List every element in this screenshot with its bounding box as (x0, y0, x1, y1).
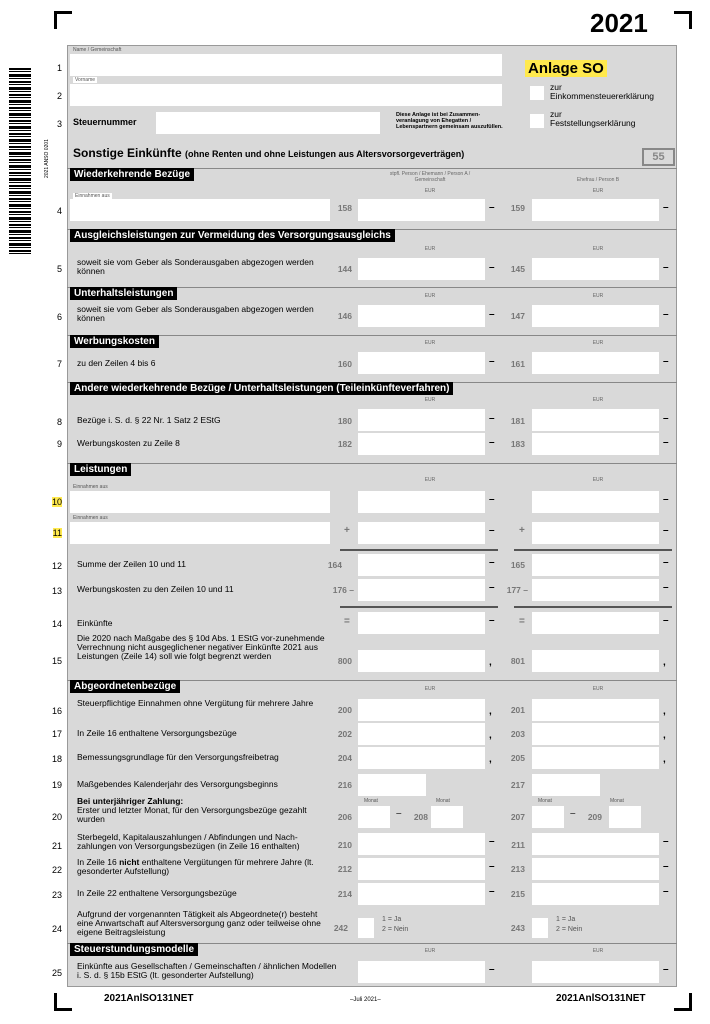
nein-label: 2 = Nein (382, 926, 409, 933)
barcode (9, 68, 31, 254)
dash: – (663, 202, 669, 213)
amount-line25-a[interactable] (358, 961, 485, 983)
kennzahl: 208 (413, 812, 428, 822)
vorname-label: Vorname (75, 77, 96, 83)
amount-146[interactable] (358, 305, 485, 327)
dash: – (489, 437, 495, 448)
dash: – (570, 808, 576, 819)
line-number: 5 (56, 264, 62, 274)
section-leistungen: Leistungen (70, 463, 131, 476)
separator (67, 463, 677, 464)
feststellung-label: Feststellungserklärung (550, 118, 636, 128)
amount-204[interactable] (358, 747, 485, 769)
amount-213[interactable] (532, 858, 659, 880)
amount-203[interactable] (532, 723, 659, 745)
line-number: 11 (52, 528, 62, 538)
anwartschaft-box-b[interactable] (532, 918, 548, 938)
comma: , (489, 754, 492, 765)
comma: , (489, 730, 492, 741)
line-number: 21 (51, 841, 62, 851)
dash: – (489, 262, 495, 273)
kennzahl: 147 (510, 311, 525, 321)
monat-label: Monat (538, 798, 552, 804)
month-207[interactable] (532, 806, 564, 828)
amount-161[interactable] (532, 352, 659, 374)
amount-line10-a[interactable] (358, 491, 485, 513)
kennzahl: 800 (337, 656, 352, 666)
dash: – (663, 309, 669, 320)
line-number: 20 (51, 812, 62, 822)
line-number: 7 (56, 359, 62, 369)
eur-label: EUR (592, 948, 604, 954)
kennzahl: 144 (337, 264, 352, 274)
comma: , (489, 657, 492, 668)
kennzahl: 183 (510, 439, 525, 449)
sum-line (340, 549, 498, 551)
dash: – (489, 494, 495, 505)
eur-label: EUR (592, 340, 604, 346)
kennzahl: 160 (337, 359, 352, 369)
amount-line10-b[interactable] (532, 491, 659, 513)
sum-line (514, 549, 672, 551)
dash: – (663, 964, 669, 975)
dash: – (489, 615, 495, 626)
kennzahl: 164 (327, 560, 342, 570)
dash: – (663, 413, 669, 424)
kennzahl: 181 (510, 416, 525, 426)
note-text: Diese Anlage ist bei Zusammen-veranlagung von Ehegatten / Lebenspartnern gemeinsam auszufüllen. (396, 112, 503, 130)
kennzahl: 211 (511, 840, 525, 850)
dash: – (663, 886, 669, 897)
kennzahl: 205 (510, 753, 525, 763)
line-number: 9 (56, 439, 62, 449)
monat-label: Monat (364, 798, 378, 804)
comma: , (663, 706, 666, 717)
line-number: 4 (56, 206, 62, 216)
eur-label: EUR (424, 948, 436, 954)
eur-label: EUR (592, 246, 604, 252)
kennzahl: 200 (337, 705, 352, 715)
line-number: 3 (56, 119, 62, 129)
footer-right-code: 2021AnlSO131NET (556, 993, 646, 1004)
monat-label: Monat (436, 798, 450, 804)
amount-212[interactable] (358, 858, 485, 880)
kennzahl: 180 (337, 416, 352, 426)
steuernummer-field[interactable] (156, 112, 380, 134)
row7-label: zu den Zeilen 4 bis 6 (77, 358, 156, 368)
row19-label: Maßgebendes Kalenderjahr des Versorgungsbeginns (77, 779, 278, 789)
kennzahl: 216 (337, 780, 352, 790)
eur-label: EUR (424, 246, 436, 252)
line-number: 14 (51, 619, 62, 629)
dash: – (489, 886, 495, 897)
plus-sign: + (519, 525, 525, 536)
amount-line11-a[interactable] (358, 522, 485, 544)
line-number: 16 (51, 706, 62, 716)
einnahmen-aus-field-11[interactable] (70, 522, 330, 544)
equals-sign: = (519, 616, 525, 627)
amount-201[interactable] (532, 699, 659, 721)
dash: – (396, 808, 402, 819)
eur-label: EUR (592, 293, 604, 299)
row16-label: Steuerpflichtige Einnahmen ohne Vergütung für mehrere Jahre (77, 698, 314, 708)
dash: – (489, 309, 495, 320)
footer-left-code: 2021AnlSO131NET (104, 993, 194, 1004)
name-field[interactable] (70, 54, 502, 76)
dash: – (663, 262, 669, 273)
section-ausgleichsleistungen: Ausgleichsleistungen zur Vermeidung des Versorgungsausgleichs (70, 229, 395, 242)
kennzahl: 201 (510, 705, 525, 715)
barcode-text: 2021 ANSO 0201 (44, 139, 50, 178)
amount-159[interactable] (532, 199, 659, 221)
amount-158[interactable] (358, 199, 485, 221)
line-number: 8 (56, 417, 62, 427)
amount-202[interactable] (358, 723, 485, 745)
amount-line25-b[interactable] (532, 961, 659, 983)
amount-211[interactable] (532, 833, 659, 855)
section-steuerstundungsmodelle: Steuerstundungsmodelle (70, 943, 198, 956)
steuernummer-label: Steuernummer (73, 117, 137, 127)
anwartschaft-box-a[interactable] (358, 918, 374, 938)
row6-label: soweit sie vom Geber als Sonderausgaben abgezogen werden können (77, 304, 314, 323)
row20-label: Erster und letzter Monat, für den Versorgungsbezüge gezahlt wurden (77, 805, 307, 824)
name-label: Name / Gemeinschaft (73, 47, 122, 53)
row12-label: Summe der Zeilen 10 und 11 (77, 559, 186, 569)
amount-800[interactable] (358, 650, 485, 672)
row22-label: In Zeile 16 nicht enthaltene Vergütungen für mehrere Jahre (lt. gesonderter Aufstellung) (77, 857, 314, 876)
eur-label: EUR (424, 188, 436, 194)
amount-177[interactable] (532, 579, 659, 601)
line-number: 19 (51, 780, 62, 790)
kennzahl: 145 (510, 264, 525, 274)
kennzahl: 176 – (332, 585, 354, 595)
row21-label: Sterbegeld, Kapitalauszahlungen / Abfindungen und Nach-zahlungen von Versorgungsbezügen (in Zeile 16 enthalten) (77, 832, 300, 851)
footer-date: –Juli 2021– (350, 997, 381, 1003)
form-year: 2021 (590, 8, 648, 38)
line-number: 6 (56, 312, 62, 322)
line-number: 17 (51, 729, 62, 739)
line-number: 10 (51, 497, 62, 507)
amount-215[interactable] (532, 883, 659, 905)
row17-label: In Zeile 16 enthaltene Versorgungsbezüge (77, 728, 237, 738)
dash: – (663, 582, 669, 593)
comma: , (663, 657, 666, 668)
amount-183[interactable] (532, 433, 659, 455)
dash: – (663, 494, 669, 505)
kennzahl: 217 (510, 780, 525, 790)
kennzahl: 243 (510, 923, 525, 933)
ja-label: 1 = Ja (382, 916, 402, 923)
eur-label: EUR (592, 397, 604, 403)
amount-200[interactable] (358, 699, 485, 721)
row23-label: In Zeile 22 enthaltene Versorgungsbezüge (77, 888, 237, 898)
kennzahl: 215 (510, 889, 525, 899)
amount-line14-b[interactable] (532, 612, 659, 634)
eur-label: EUR (424, 477, 436, 483)
kennzahl: 159 (510, 203, 525, 213)
dash: – (489, 413, 495, 424)
line-number: 2 (56, 91, 62, 101)
nein-label: 2 = Nein (556, 926, 583, 933)
kennzahl: 213 (510, 864, 525, 874)
row13-label: Werbungskosten zu den Zeilen 10 und 11 (77, 584, 234, 594)
amount-210[interactable] (358, 833, 485, 855)
amount-165[interactable] (532, 554, 659, 576)
dash: – (663, 356, 669, 367)
amount-160[interactable] (358, 352, 485, 374)
year-217[interactable] (532, 774, 600, 796)
einnahmen-aus-field[interactable] (70, 199, 330, 221)
eur-label: EUR (592, 188, 604, 194)
corner-mark-bl (54, 993, 72, 1011)
dash: – (489, 202, 495, 213)
comma: , (663, 730, 666, 741)
col-header-a: stpfl. Person / Ehemann / Person A / Gemeinschaft (389, 171, 471, 183)
section-wiederkehrende-bezuege: Wiederkehrende Bezüge (70, 168, 194, 181)
line-number: 13 (51, 586, 62, 596)
einnahmen-aus-label: Einnahmen aus (73, 515, 108, 521)
einnahmen-aus-label: Einnahmen aus (75, 193, 110, 199)
eur-label: EUR (592, 477, 604, 483)
kennzahl: 214 (337, 889, 352, 899)
row25-label: Einkünfte aus Gesellschaften / Gemeinschaften / ähnlichen Modellen i. S. d. § 15b EStG (lt. gesonderter Aufstellung) (77, 961, 337, 980)
einnahmen-aus-field-10[interactable] (70, 491, 330, 513)
eur-label: EUR (592, 686, 604, 692)
zur1-label: zur (550, 82, 562, 92)
kennzahl: 146 (337, 311, 352, 321)
amount-176[interactable] (358, 579, 485, 601)
amount-181[interactable] (532, 409, 659, 431)
ja-label: 1 = Ja (556, 916, 576, 923)
dash: – (489, 557, 495, 568)
amount-164[interactable] (358, 554, 485, 576)
anlage-title: Anlage SO (525, 60, 607, 77)
line-number: 1 (56, 63, 62, 73)
month-208[interactable] (431, 806, 463, 828)
col-header-b: Ehefrau / Person B (576, 177, 620, 183)
monat-label: Monat (610, 798, 624, 804)
feststellung-checkbox[interactable] (530, 114, 544, 128)
line-number: 18 (51, 754, 62, 764)
row9-label: Werbungskosten zu Zeile 8 (77, 438, 180, 448)
eur-label: EUR (424, 397, 436, 403)
amount-145[interactable] (532, 258, 659, 280)
eur-label: EUR (424, 686, 436, 692)
plus-sign: + (344, 525, 350, 536)
dash: – (489, 582, 495, 593)
kennzahl: 210 (337, 840, 352, 850)
kennzahl: 202 (337, 729, 352, 739)
comma: , (663, 754, 666, 765)
amount-147[interactable] (532, 305, 659, 327)
zur2-label: zur (550, 109, 562, 119)
corner-mark-br (674, 993, 692, 1011)
line-number: 12 (51, 561, 62, 571)
amount-144[interactable] (358, 258, 485, 280)
row15-label: Die 2020 nach Maßgabe des § 10d Abs. 1 EStG vor-zunehmende Verrechnung nicht ausgeglichener negativer Einkünfte 2021 aus Leistungen (Zeile 14) soll wie folgt begrenzt werden (77, 633, 325, 661)
dash: – (489, 964, 495, 975)
kennzahl: 177 – (506, 585, 528, 595)
row24-label: Aufgrund der vorgenannten Tätigkeit als Abgeordnete(r) besteht eine Anwartschaft auf Altersversorgung ganz oder teilweise ohne eigene Beitragsleistung (77, 909, 321, 937)
vorname-field[interactable] (70, 84, 502, 106)
line-number: 15 (51, 656, 62, 666)
amount-214[interactable] (358, 883, 485, 905)
line-number: 25 (51, 968, 62, 978)
amount-801[interactable] (532, 650, 659, 672)
page-code: 55 (642, 148, 675, 166)
einkommensteuer-checkbox[interactable] (530, 86, 544, 100)
section-unterhaltsleistungen: Unterhaltsleistungen (70, 287, 177, 300)
line-number: 24 (51, 924, 62, 934)
sum-line (340, 606, 498, 608)
einnahmen-aus-label: Einnahmen aus (73, 484, 108, 490)
row14-label: Einkünfte (77, 618, 113, 628)
dash: – (489, 836, 495, 847)
kennzahl: 206 (337, 812, 352, 822)
row5-label: soweit sie vom Geber als Sonderausgaben abgezogen werden können (77, 257, 314, 276)
form-title: Sonstige Einkünfte (ohne Renten und ohne Leistungen aus Altersvorsorgeverträgen) (73, 146, 465, 160)
amount-line14-a[interactable] (358, 612, 485, 634)
section-abgeordnetenbezuege: Abgeordnetenbezüge (70, 680, 180, 693)
kennzahl: 209 (587, 812, 602, 822)
amount-182[interactable] (358, 433, 485, 455)
line-number: 22 (51, 865, 62, 875)
amount-line11-b[interactable] (532, 522, 659, 544)
month-206[interactable] (358, 806, 390, 828)
dash: – (663, 557, 669, 568)
kennzahl: 207 (510, 812, 525, 822)
section-andere-bezuege: Andere wiederkehrende Bezüge / Unterhaltsleistungen (Teileinkünfteverfahren) (70, 382, 453, 395)
section-werbungskosten: Werbungskosten (70, 335, 159, 348)
dash: – (489, 356, 495, 367)
sum-line (514, 606, 672, 608)
kennzahl: 203 (510, 729, 525, 739)
dash: – (489, 861, 495, 872)
kennzahl: 801 (510, 656, 525, 666)
row20-bold-label: Bei unterjähriger Zahlung: (77, 796, 184, 806)
year-216[interactable] (358, 774, 426, 796)
kennzahl: 165 (510, 560, 525, 570)
eur-label: EUR (424, 340, 436, 346)
kennzahl: 158 (337, 203, 352, 213)
equals-sign: = (344, 616, 350, 627)
line-number: 23 (51, 890, 62, 900)
row8-label: Bezüge i. S. d. § 22 Nr. 1 Satz 2 EStG (77, 415, 221, 425)
kennzahl: 242 (333, 923, 348, 933)
dash: – (663, 836, 669, 847)
amount-205[interactable] (532, 747, 659, 769)
kennzahl: 212 (337, 864, 352, 874)
dash: – (663, 861, 669, 872)
month-209[interactable] (609, 806, 641, 828)
kennzahl: 182 (337, 439, 352, 449)
comma: , (489, 706, 492, 717)
kennzahl: 204 (337, 753, 352, 763)
dash: – (663, 615, 669, 626)
einkommensteuer-label: Einkommensteuererklärung (550, 91, 654, 101)
dash: – (489, 525, 495, 536)
kennzahl: 161 (510, 359, 525, 369)
dash: – (663, 437, 669, 448)
corner-mark-tr (674, 11, 692, 29)
eur-label: EUR (424, 293, 436, 299)
row18-label: Bemessungsgrundlage für den Versorgungsfreibetrag (77, 752, 279, 762)
corner-mark-tl (54, 11, 72, 29)
amount-180[interactable] (358, 409, 485, 431)
dash: – (663, 525, 669, 536)
